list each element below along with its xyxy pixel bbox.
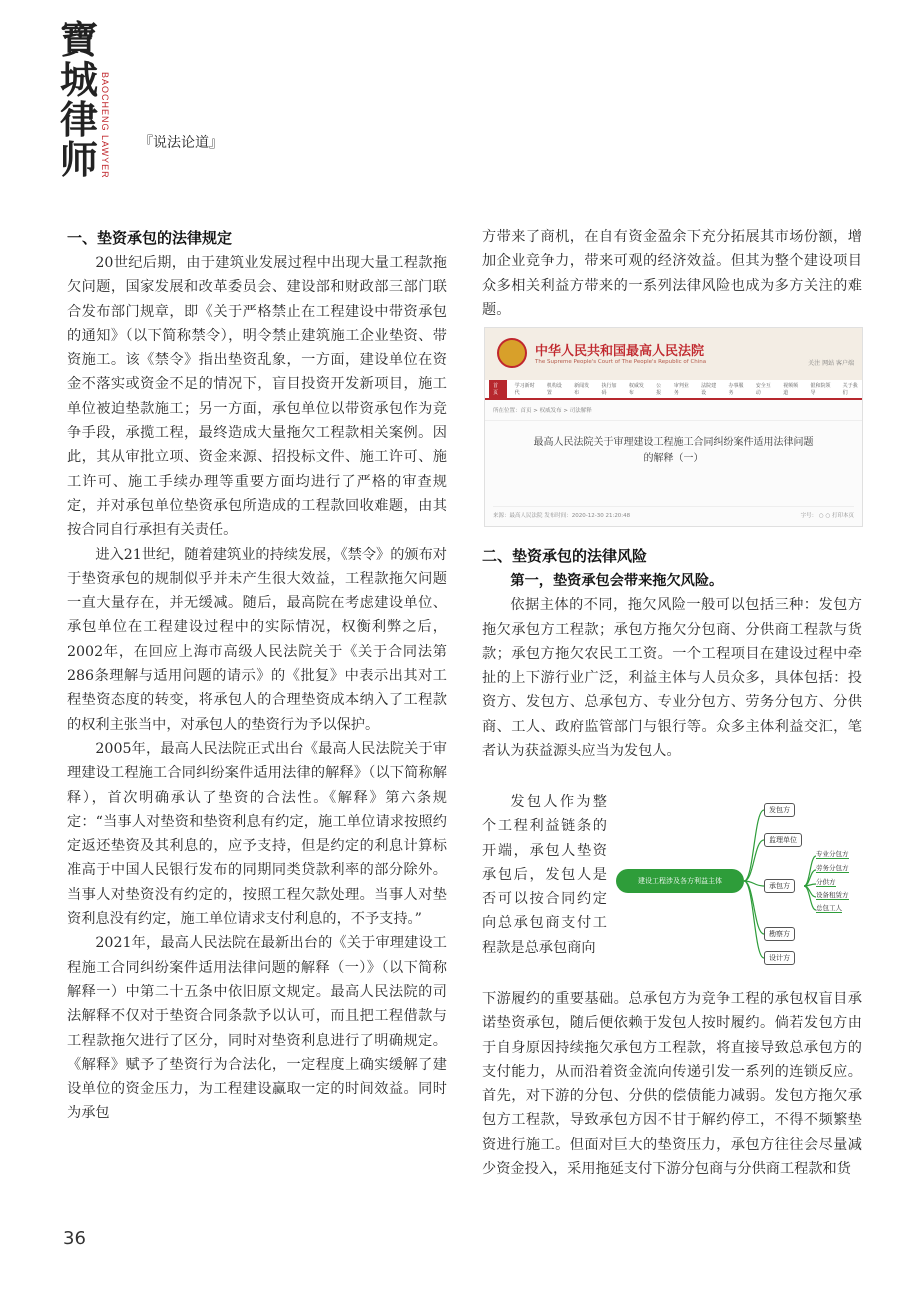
paragraph: 进入21世纪，随着建筑业的持续发展，《禁令》的颁布对于垫资承包的规制似乎并未产生很大效益，工程款拖欠问题一直大量存在，并无缓减。随后，最高院在考虑建设单位、承包单位在工程建设过程中的实际情况，权衡利弊之后，2002年，在回应上海市高级人民法院关于《关于合同法第286条理解与适用问题的请示》的《批复》中表示出其对工程垫资态度的转变，将承包人的合理垫资成本纳入了工程款的权利主张当中，对承包人的垫资行为予以保护。 [67, 546, 447, 733]
website-nav [485, 380, 862, 400]
paragraph: 方带来了商机，在自有资金盈余下充分拓展其市场份额，增加企业竞争力，带来可观的经济效益。但其为整个建设项目众多相关利益方带来的一系列法律风险也成为多方关注的难题。 [482, 229, 862, 318]
logo-char: 律 [60, 97, 99, 142]
nav-item: 银和院领导 [810, 383, 831, 396]
mindmap-leaf: 分供方 [816, 878, 836, 886]
nav-item: 法院建设 [701, 383, 717, 396]
nav-item: 机构设置 [546, 383, 562, 396]
nav-item: 首页 [489, 380, 507, 398]
nav-item: 视频频道 [783, 383, 799, 396]
connector [744, 810, 764, 881]
right-column-middle [482, 543, 862, 763]
nav-item: 学习新时代 [514, 383, 535, 396]
website-tools: 关注 网站 客户端 [808, 360, 854, 367]
subheading: 第一，垫资承包会带来拖欠风险。 [510, 573, 724, 589]
logo-char: 师 [60, 137, 99, 182]
mindmap-center: 建设工程涉及各方利益主体 [616, 869, 744, 893]
nav-item: 办事服务 [728, 383, 744, 396]
stakeholder-mindmap [616, 790, 866, 975]
mindmap-node: 设计方 [764, 951, 795, 965]
logo-char: 寶 [60, 17, 99, 62]
website-breadcrumb: 所在位置：首页 > 权威发布 > 司法解释 [485, 400, 862, 421]
mindmap-node: 承包方 [764, 879, 795, 893]
paragraph: 20世纪后期，由于建筑业发展过程中出现大量工程款拖欠问题，国家发展和改革委员会、建设部和财政部三部门联合发布部门规章，即《关于严格禁止在工程建设中带资承包的通知》（以下简称禁令），明令禁止建筑施工企业垫资、带资施工。该《禁令》指出垫资乱象，一方面，建设单位在资金不落实或资金不足的情况下，盲目投资开发新项目，施工单位被迫垫款施工；另一方面，承包单位以带资承包作为竞争手段，承揽工程，最终造成大量拖欠工程款相关案例。因此，其从审批立项、资金来源、招投标文件、施工许可、施工许可、施工手续办理等重要方面均进行了严格的审查规定，并对承包单位垫资承包所造成的工程款回收难题，由其按合同自行承担有关责任。 [67, 255, 447, 539]
title-line: 最高人民法院关于审理建设工程施工合同纠纷案件适用法律问题 [533, 437, 814, 448]
section-heading-2: 二、垫资承包的法律风险 [482, 547, 648, 565]
logo-english: BAOCHENG LAWYER [100, 72, 110, 179]
paragraph: 2005年，最高人民法院正式出台《最高人民法院关于审理建设工程施工合同纠纷案件适用法律的解释》（以下简称解释），首次明确承认了垫资的合法性。《解释》第六条规定：“当事人对垫资和垫资利息有约定，施工单位请求按照约定返还垫资及其利息的，应予支持，但是约定的利息计算标准高于中国人民银行发布的同期同类贷款利率的部分除外。当事人对垫资没有约定的，按照工程欠款处理。当事人对垫资利息没有约定，施工单位请求支付利息的，不予支持。” [67, 740, 447, 928]
right-column-bottom [482, 987, 862, 1181]
column-name: 『说法论道』 [139, 135, 223, 151]
nav-item: 关于我们 [842, 383, 858, 396]
mindmap-leaf: 总包工人 [816, 904, 842, 912]
paragraph: 依据主体的不同，拖欠风险一般可以包括三种：发包方拖欠承包方工程款；承包方拖欠分包商、分供商工程款与货款；承包方拖欠农民工工资。一个工程项目在建设过程中牵扯的上下游行业广泛，利益主体与人员众多，具体包括：投资方、发包方、总承包方、专业分包方、劳务分包方、分供商、工人、政府监管部门与银行等。众多主体利益交汇，笔者认为获益源头应当为发包人。 [482, 597, 862, 760]
right-column-top [482, 225, 862, 322]
mindmap-node: 勘察方 [764, 927, 795, 941]
mindmap-node: 发包方 [764, 803, 795, 817]
connector [744, 881, 764, 958]
nav-item: 公报 [656, 383, 662, 396]
meta-left: 来源：最高人民法院 发布时间：2020-12-30 21:20:48 [493, 513, 631, 519]
mindmap-leaf: 设备租赁方 [816, 891, 849, 899]
nav-item: 执行加码 [601, 383, 617, 396]
website-header [485, 328, 862, 380]
website-name: 中华人民共和国最高人民法院 [535, 344, 705, 359]
nav-item: 新闻发布 [574, 383, 590, 396]
connector [744, 881, 764, 934]
mindmap-node: 监理单位 [764, 833, 802, 847]
logo-char: 城 [60, 57, 99, 102]
page-number: 36 [63, 1228, 86, 1249]
paragraph: 2021年，最高人民法院在最新出台的《关于审理建设工程施工合同纠纷案件适用法律问题的解释（一）》（以下简称解释一）中第二十五条中依旧原文规定。最高人民法院的司法解释不仅对于垫资合同条款予以认可，而且把工程借款与工程款拖欠进行了区分，同时对垫资利息进行了明确规定。《解释》赋予了垫资行为合法化，一定程度上确实缓解了建设单位的资金压力，为工程建设赢取一定的时间效益。同时为承包 [67, 935, 447, 1122]
nav-item: 权威发布 [628, 383, 644, 396]
website-article-meta [493, 506, 854, 519]
mindmap-leaf: 专业分包方 [816, 850, 849, 858]
connector [804, 886, 816, 910]
court-website-screenshot [484, 327, 863, 527]
website-article-title [485, 435, 862, 467]
paragraph: 下游履约的重要基础。总承包方为竞争工程的承包权盲目承诺垫资承包，随后便依赖于发包人按时履约。倘若发包方由于自身原因持续拖欠承包方工程款，将直接导致总承包方的支付能力，从而沿着资金流向传递引发一系列的连锁反应。首先，对下游的分包、分供的偿债能力减弱。发包方拖欠承包方工程款，导致承包方因不甘于解约停工，不得不频繁垫资进行施工。但面对巨大的垫资压力，承包方往往会尽量减少资金投入，采用拖延支付下游分包商与分供商工程款和货 [482, 991, 862, 1178]
wrapped-text [482, 790, 607, 960]
left-column [67, 225, 447, 1126]
section-heading-1: 一、垫资承包的法律规定 [67, 229, 233, 247]
meta-right: 字号： ○ ○ 打印本页 [800, 513, 854, 519]
nav-item: 审判业务 [673, 383, 689, 396]
national-emblem-icon [497, 338, 527, 368]
mindmap-leaf: 劳务分包方 [816, 864, 849, 872]
title-line: 的解释（一） [643, 453, 704, 464]
website-subtitle: The Supreme People's Court of The People's Republic of China [535, 359, 707, 365]
nav-item: 安全互动 [755, 383, 771, 396]
paragraph: 发包人作为整个工程利益链条的开端，承包人垫资承包后，发包人是否可以按合同约定向总承包商支付工程款是总承包商向 [482, 794, 607, 956]
